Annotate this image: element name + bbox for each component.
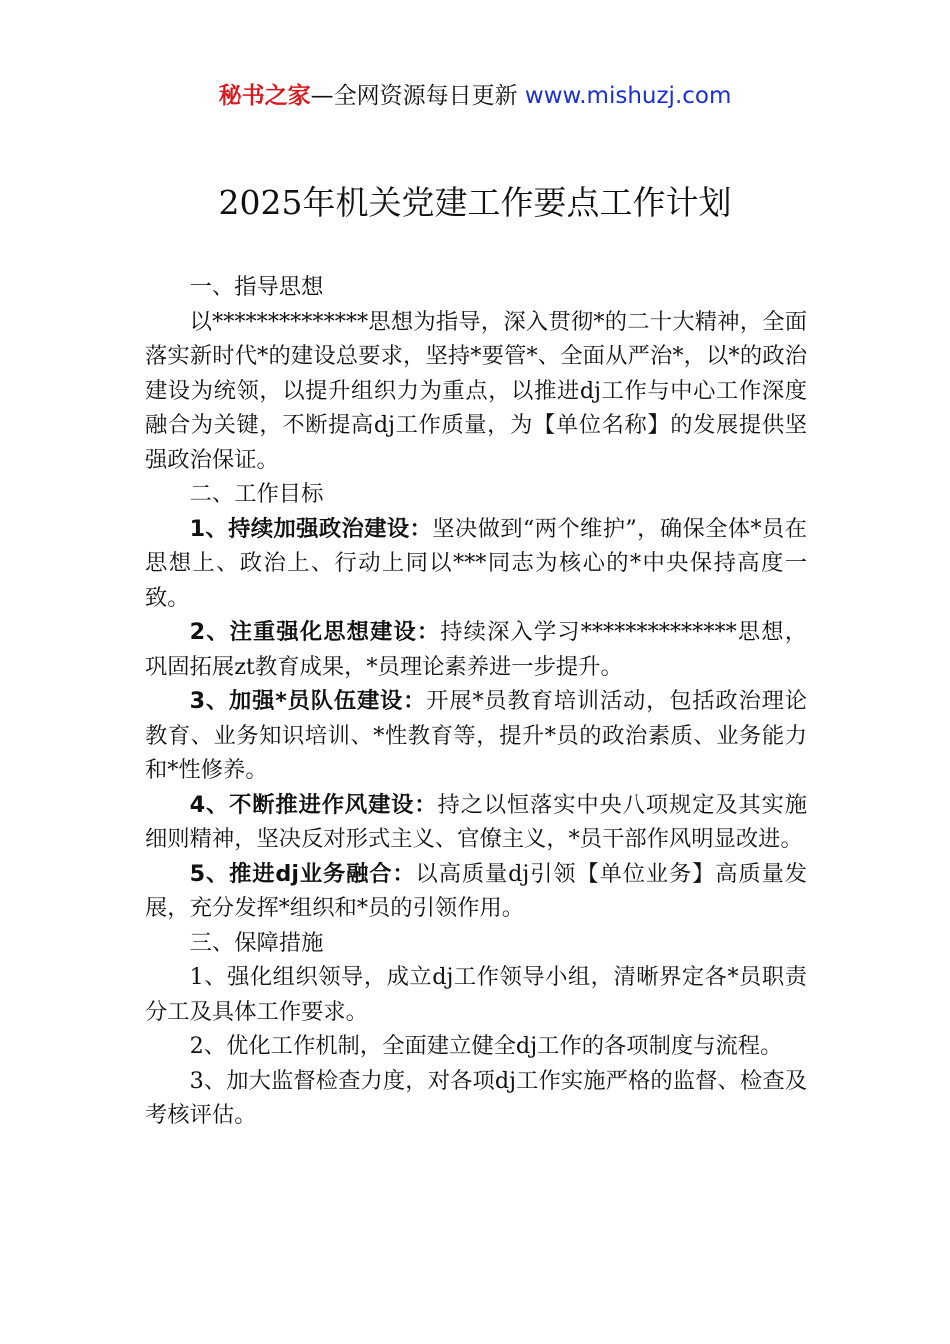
site-tagline: —全网资源每日更新 [310, 83, 525, 109]
section-heading-guiding-ideology: 一、指导思想 [189, 274, 324, 300]
section-heading-safeguards: 三、保障措施 [189, 929, 324, 956]
safeguard-item: 2、优化工作机制，全面建立健全dj工作的各项制度与流程。 [189, 1033, 783, 1059]
goal-item-text: 开展*员教育培训活动，包括政治理论教育、业务知识培训、*性教育等，提升*员的政治素质、业务能力和*性修养。 [145, 688, 807, 783]
goal-item-text: 坚决做到“两个维护”，确保全体*员在思想上、政治上、行动上同以***同志为核心的*中央保持高度一致。 [145, 515, 808, 611]
goal-item-lead: 3、加强*员队伍建设： [189, 688, 427, 714]
goal-item-lead: 1、持续加强政治建设： [189, 515, 433, 542]
goal-item-text: 以高质量dj引领【单位业务】高质量发展，充分发挥*组织和*员的引领作用。 [145, 860, 808, 921]
site-url-link[interactable]: www.mishuzj.com [524, 83, 732, 109]
document-title: 2025年机关党建工作要点工作计划 [218, 183, 732, 222]
safeguard-item: 1、强化组织领导，成立dj工作领导小组，清晰界定各*员职责分工及具体工作要求。 [145, 964, 807, 1025]
goal-item [145, 684, 807, 788]
goal-item-text: 持之以恒落实中央八项规定及其实施细则精神，坚决反对形式主义、官僚主义，*员干部作风明显改进。 [145, 791, 807, 852]
goal-item-lead: 5、推进dj业务融合： [189, 860, 416, 887]
goal-item [145, 788, 807, 857]
goal-item [145, 615, 807, 684]
goal-item-lead: 4、不断推进作风建设： [189, 791, 438, 818]
goal-item [145, 857, 807, 926]
safeguard-item: 3、加大监督检查力度，对各项dj工作实施严格的监督、检查及考核评估。 [145, 1067, 807, 1128]
document-body [145, 270, 807, 1133]
goal-item [145, 512, 807, 616]
section-heading-work-goals: 二、工作目标 [189, 481, 324, 507]
goal-item-lead: 2、注重强化思想建设： [189, 619, 441, 645]
site-brand: 秘书之家 [218, 83, 311, 109]
section-paragraph-guiding-ideology: 以**************思想为指导，深入贯彻*的二十大精神，全面落实新时代*的建设总要求，坚持*要管*、全面从严治*，以*的政治建设为统领，以提升组织力为重点，以推进dj工作与中心工作深度融合为关键，不断提高dj工作质量，为【单位名称】的发展提供坚强政治保证。 [145, 308, 807, 473]
goal-item-text: 持续深入学习**************思想，巩固拓展zt教育成果，*员理论素养进一步提升。 [145, 619, 807, 680]
site-header [0, 80, 950, 112]
